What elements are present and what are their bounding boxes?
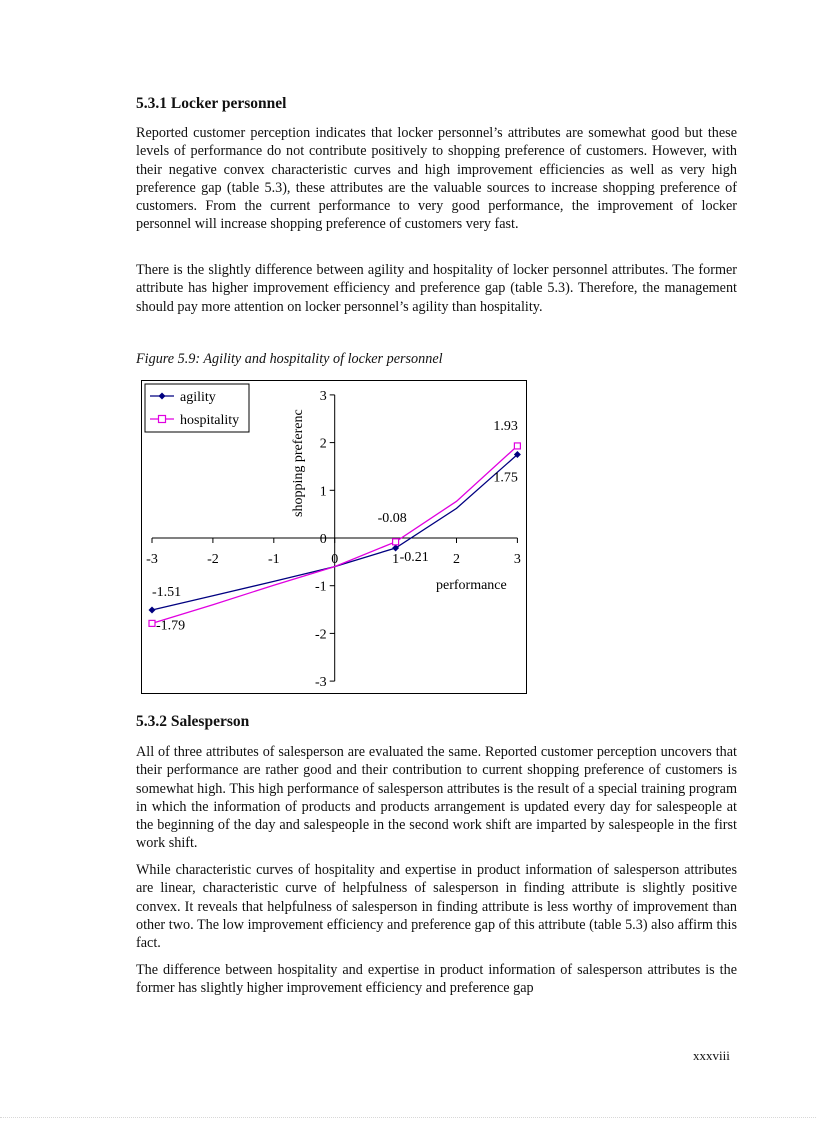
- y-tick-label: 1: [319, 484, 327, 500]
- paragraph-salesperson-1: All of three attributes of salesperson are evaluated the same. Reported customer perception uncovers that their performance are rather good and their contribution to current shopping preference of customers is somewhat high. This high performance of salesperson attributes is the result of a special training program in which the information of products and products arrangement is updated every day for salespeople at the beginning of the day and salespeople in the second work shift are imparted by salespeople in the first work shift.: [136, 744, 737, 852]
- x-axis-title: performance: [436, 578, 507, 593]
- section-heading-salesperson: 5.3.2 Salesperson: [136, 713, 250, 730]
- x-tick-label: 3: [513, 552, 521, 567]
- legend-label-hospitality: hospitality: [180, 413, 240, 428]
- data-label-agility: -1.51: [152, 585, 182, 601]
- data-point-agility: [392, 545, 399, 552]
- data-label-agility: 1.75: [493, 470, 518, 486]
- legend-marker-hospitality: [159, 416, 166, 423]
- data-point-hospitality: [514, 443, 520, 449]
- data-label-hospitality: 1.93: [493, 418, 518, 434]
- y-axis-title: shopping preferenc: [291, 409, 306, 517]
- y-tick-label: 0: [319, 532, 327, 547]
- data-label-agility: -0.21: [399, 550, 429, 566]
- y-tick-label: -2: [315, 627, 327, 643]
- y-tick-label: -3: [315, 675, 327, 691]
- x-tick-label: 0: [331, 552, 339, 567]
- y-tick-label: 2: [319, 436, 327, 452]
- chart-frame: [141, 380, 527, 694]
- paragraph-salesperson-3: The difference between hospitality and expertise in product information of salesperson attributes is the former has slightly higher improvement efficiency and preference gap: [136, 962, 737, 997]
- x-tick-label: 1: [392, 552, 400, 567]
- x-tick-label: -2: [207, 552, 219, 567]
- data-point-hospitality: [149, 620, 155, 626]
- legend-label-agility: agility: [180, 390, 216, 405]
- chart-legend: [145, 384, 249, 432]
- line-chart: [142, 381, 526, 693]
- data-label-hospitality: -0.08: [377, 510, 407, 526]
- paragraph-locker-1: Reported customer perception indicates that locker personnel’s attributes are somewhat good but these levels of performance do not contribute positively to shopping preference of customers. However, with their negative convex characteristic curves and high improvement efficiencies as well as very high preference gap (table 5.3), these attributes are the valuable sources to increase shopping preference of customers. From the current performance to very good performance, the improvement of locker personnel will increase shopping preference of customers very fast.: [136, 125, 737, 233]
- data-label-hospitality: -1.79: [156, 618, 186, 634]
- page-bottom-divider: [0, 1117, 816, 1118]
- x-tick-label: -1: [267, 552, 280, 567]
- data-point-agility: [149, 607, 156, 614]
- page-number: xxxviii: [693, 1048, 730, 1063]
- section-heading-locker-personnel: 5.3.1 Locker personnel: [136, 95, 287, 112]
- data-point-hospitality: [393, 539, 399, 545]
- x-tick-label: -3: [146, 552, 158, 567]
- y-tick-label: -1: [315, 579, 327, 595]
- figure-caption: Figure 5.9: Agility and hospitality of locker personnel: [136, 351, 443, 367]
- paragraph-salesperson-2: While characteristic curves of hospitality and expertise in product information of salesperson attributes are linear, characteristic curve of helpfulness of salesperson in finding attribute is slightly positive convex. It reveals that helpfulness of salesperson in finding attribute is less worthy of improvement than other two. The low improvement efficiency and preference gap of this attribute (table 5.3) also affirm this fact.: [136, 862, 737, 952]
- paragraph-locker-2: There is the slightly difference between agility and hospitality of locker personnel attributes. The former attribute has higher improvement efficiency and preference gap (table 5.3). Therefore, the management should pay more attention on locker personnel’s agility than hospitality.: [136, 262, 737, 315]
- x-tick-label: 2: [453, 552, 460, 567]
- y-tick-label: 3: [319, 388, 327, 404]
